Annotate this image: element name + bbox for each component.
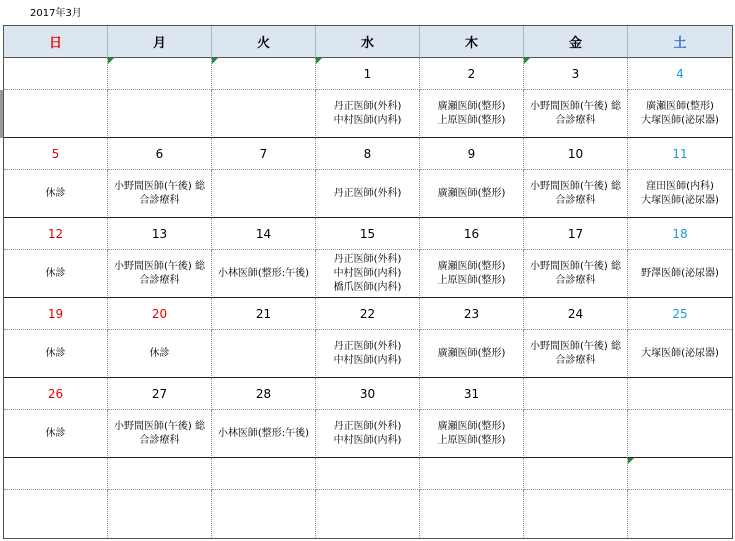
schedule-cell[interactable]	[108, 170, 212, 218]
date-number: 20	[151, 306, 168, 321]
error-indicator-icon	[108, 58, 114, 64]
date-cell[interactable]	[4, 138, 108, 170]
schedule-line: 合診療科	[139, 274, 180, 286]
schedule-line: 中村医師(内科)	[333, 114, 402, 126]
schedule-line: 小林医師(整形:午後)	[217, 427, 310, 439]
schedule-line: 中村医師(内科)	[333, 267, 402, 279]
schedule-cell[interactable]	[524, 410, 628, 458]
schedule-line: 野澤医師(泌尿器)	[641, 267, 719, 279]
schedule-line: 丹正医師(外科)	[333, 253, 402, 265]
date-number: 31	[463, 386, 480, 401]
date-number: 7	[259, 146, 268, 161]
schedule-cell[interactable]	[524, 490, 628, 538]
schedule-line: 合診療科	[555, 354, 596, 366]
date-cell[interactable]	[212, 138, 316, 170]
schedule-line: 小野間医師(午後) 総	[530, 180, 621, 192]
date-cell[interactable]	[316, 378, 420, 410]
date-number: 10	[567, 146, 584, 161]
date-cell[interactable]	[628, 138, 732, 170]
date-cell[interactable]	[212, 58, 316, 90]
schedule-cell[interactable]	[628, 330, 732, 378]
schedule-line: 廣瀬医師(整形)	[437, 100, 506, 112]
date-cell[interactable]	[316, 298, 420, 330]
schedule-cell[interactable]	[108, 330, 212, 378]
date-cell[interactable]	[108, 298, 212, 330]
date-number: 15	[359, 226, 376, 241]
date-number: 8	[363, 146, 372, 161]
schedule-line: 上原医師(整形)	[437, 434, 506, 446]
schedule-line: 休診	[45, 347, 66, 359]
date-number: 3	[571, 66, 580, 81]
date-cell[interactable]	[420, 58, 524, 90]
error-indicator-icon	[628, 458, 634, 464]
schedule-line: 中村医師(内科)	[333, 354, 402, 366]
date-number: 1	[363, 66, 372, 81]
date-cell[interactable]	[4, 58, 108, 90]
weekday-header-sun[interactable]	[4, 26, 108, 58]
schedule-cell[interactable]	[212, 330, 316, 378]
date-number: 6	[155, 146, 164, 161]
schedule-line: 小野間医師(午後) 総	[114, 420, 205, 432]
date-cell[interactable]	[524, 138, 628, 170]
schedule-cell[interactable]	[4, 330, 108, 378]
schedule-cell[interactable]	[108, 410, 212, 458]
date-cell[interactable]	[108, 218, 212, 250]
date-number: 2	[467, 66, 476, 81]
date-cell[interactable]	[4, 298, 108, 330]
schedule-line: 窪田医師(内科)	[646, 180, 714, 192]
schedule-cell[interactable]	[316, 490, 420, 538]
date-cell[interactable]	[524, 218, 628, 250]
date-number: 24	[567, 306, 584, 321]
weekday-label: 火	[256, 36, 270, 51]
date-cell[interactable]	[212, 218, 316, 250]
date-number: 4	[676, 66, 684, 81]
date-number: 30	[359, 386, 376, 401]
schedule-line: 合診療科	[555, 274, 596, 286]
date-cell[interactable]	[420, 298, 524, 330]
weekday-label: 水	[360, 36, 374, 51]
date-number: 14	[255, 226, 272, 241]
schedule-cell[interactable]	[212, 90, 316, 138]
schedule-line: 上原医師(整形)	[437, 114, 506, 126]
schedule-cell[interactable]	[628, 490, 732, 538]
weekday-label: 金	[568, 36, 582, 51]
schedule-cell[interactable]	[4, 490, 108, 538]
weekday-header-fri[interactable]	[524, 26, 628, 58]
schedule-line: 大塚医師(泌尿器)	[641, 347, 719, 359]
schedule-line: 廣瀬医師(整形)	[437, 347, 506, 359]
schedule-line: 橋爪医師(内科)	[333, 281, 402, 293]
schedule-cell[interactable]	[316, 90, 420, 138]
date-cell[interactable]	[108, 138, 212, 170]
schedule-cell[interactable]	[212, 250, 316, 298]
schedule-line: 合診療科	[555, 114, 596, 126]
schedule-cell[interactable]	[628, 410, 732, 458]
weekday-header-tue[interactable]	[212, 26, 316, 58]
error-indicator-icon	[524, 58, 530, 64]
date-number: 16	[463, 226, 480, 241]
schedule-cell[interactable]	[316, 410, 420, 458]
schedule-cell[interactable]	[524, 90, 628, 138]
date-cell[interactable]	[420, 218, 524, 250]
schedule-cell[interactable]	[628, 250, 732, 298]
date-cell[interactable]	[420, 378, 524, 410]
schedule-cell[interactable]	[420, 330, 524, 378]
error-indicator-icon	[316, 58, 322, 64]
schedule-cell[interactable]	[316, 330, 420, 378]
schedule-line: 小野間医師(午後) 総	[114, 260, 205, 272]
date-cell[interactable]	[212, 378, 316, 410]
date-cell[interactable]	[524, 458, 628, 490]
weekday-label: 日	[48, 36, 62, 51]
date-cell[interactable]	[420, 138, 524, 170]
date-cell[interactable]	[4, 218, 108, 250]
date-number: 12	[47, 226, 64, 241]
schedule-line: 小野間医師(午後) 総	[530, 260, 621, 272]
date-number: 5	[51, 146, 60, 161]
schedule-cell[interactable]	[628, 90, 732, 138]
schedule-cell[interactable]	[420, 90, 524, 138]
date-number: 21	[255, 306, 272, 321]
date-number: 11	[672, 146, 688, 161]
date-cell[interactable]	[4, 378, 108, 410]
weekday-header-wed[interactable]	[316, 26, 420, 58]
schedule-line: 休診	[45, 267, 66, 279]
date-cell[interactable]	[316, 58, 420, 90]
date-number: 25	[672, 306, 688, 321]
schedule-cell[interactable]	[108, 250, 212, 298]
calendar-title: 2017年3月	[30, 8, 82, 19]
schedule-cell[interactable]	[108, 90, 212, 138]
schedule-cell[interactable]	[316, 170, 420, 218]
schedule-line: 廣瀬医師(整形)	[437, 420, 506, 432]
date-number: 9	[467, 146, 476, 161]
weekday-label: 木	[464, 36, 478, 51]
schedule-line: 小野間医師(午後) 総	[530, 100, 621, 112]
schedule-line: 休診	[45, 427, 66, 439]
date-number: 28	[255, 386, 272, 401]
schedule-cell[interactable]	[4, 90, 108, 138]
schedule-line: 小林医師(整形:午後)	[217, 267, 310, 279]
schedule-cell[interactable]	[524, 330, 628, 378]
date-number: 26	[47, 386, 64, 401]
schedule-cell[interactable]	[420, 410, 524, 458]
date-cell[interactable]	[420, 458, 524, 490]
date-cell[interactable]	[628, 378, 732, 410]
date-cell[interactable]	[108, 378, 212, 410]
weekday-label: 土	[673, 36, 687, 51]
date-cell[interactable]	[524, 58, 628, 90]
schedule-line: 丹正医師(外科)	[333, 340, 402, 352]
schedule-cell[interactable]	[420, 250, 524, 298]
error-indicator-icon	[212, 58, 218, 64]
schedule-line: 合診療科	[139, 194, 180, 206]
schedule-cell[interactable]	[212, 170, 316, 218]
date-cell[interactable]	[524, 298, 628, 330]
schedule-line: 廣瀬医師(整形)	[646, 100, 714, 112]
calendar-grid	[3, 25, 733, 539]
schedule-cell[interactable]	[212, 410, 316, 458]
schedule-cell[interactable]	[212, 490, 316, 538]
schedule-cell[interactable]	[628, 170, 732, 218]
schedule-cell[interactable]	[420, 170, 524, 218]
date-number: 23	[463, 306, 480, 321]
date-cell[interactable]	[524, 378, 628, 410]
date-cell[interactable]	[628, 58, 732, 90]
weekday-header-mon[interactable]	[108, 26, 212, 58]
schedule-line: 廣瀬医師(整形)	[437, 187, 506, 199]
weekday-header-thu[interactable]	[420, 26, 524, 58]
date-cell[interactable]	[4, 458, 108, 490]
schedule-line: 中村医師(内科)	[333, 434, 402, 446]
schedule-line: 大塚医師(泌尿器)	[641, 114, 719, 126]
date-cell[interactable]	[108, 458, 212, 490]
date-cell[interactable]	[628, 218, 732, 250]
date-number: 18	[672, 226, 688, 241]
date-cell[interactable]	[628, 458, 732, 490]
date-cell[interactable]	[108, 58, 212, 90]
weekday-header-sat[interactable]	[628, 26, 732, 58]
schedule-cell[interactable]	[4, 410, 108, 458]
date-cell[interactable]	[212, 458, 316, 490]
date-number: 13	[151, 226, 168, 241]
schedule-line: 休診	[149, 347, 170, 359]
schedule-line: 休診	[45, 187, 66, 199]
date-cell[interactable]	[628, 298, 732, 330]
schedule-line: 合診療科	[555, 194, 596, 206]
schedule-line: 小野間医師(午後) 総	[114, 180, 205, 192]
date-cell[interactable]	[316, 458, 420, 490]
schedule-cell[interactable]	[4, 170, 108, 218]
weekday-label: 月	[152, 36, 166, 51]
schedule-line: 上原医師(整形)	[437, 274, 506, 286]
schedule-line: 廣瀬医師(整形)	[437, 260, 506, 272]
date-number: 19	[47, 306, 64, 321]
schedule-cell[interactable]	[316, 250, 420, 298]
schedule-cell[interactable]	[524, 250, 628, 298]
schedule-cell[interactable]	[524, 170, 628, 218]
schedule-cell[interactable]	[420, 490, 524, 538]
date-cell[interactable]	[212, 298, 316, 330]
schedule-line: 大塚医師(泌尿器)	[641, 194, 719, 206]
schedule-line: 丹正医師(外科)	[333, 420, 402, 432]
date-number: 27	[151, 386, 168, 401]
date-cell[interactable]	[316, 218, 420, 250]
date-number: 22	[359, 306, 376, 321]
schedule-line: 丹正医師(外科)	[333, 187, 402, 199]
date-number: 17	[567, 226, 584, 241]
schedule-cell[interactable]	[108, 490, 212, 538]
schedule-line: 小野間医師(午後) 総	[530, 340, 621, 352]
schedule-line: 丹正医師(外科)	[333, 100, 402, 112]
schedule-cell[interactable]	[4, 250, 108, 298]
schedule-line: 合診療科	[139, 434, 180, 446]
date-cell[interactable]	[316, 138, 420, 170]
